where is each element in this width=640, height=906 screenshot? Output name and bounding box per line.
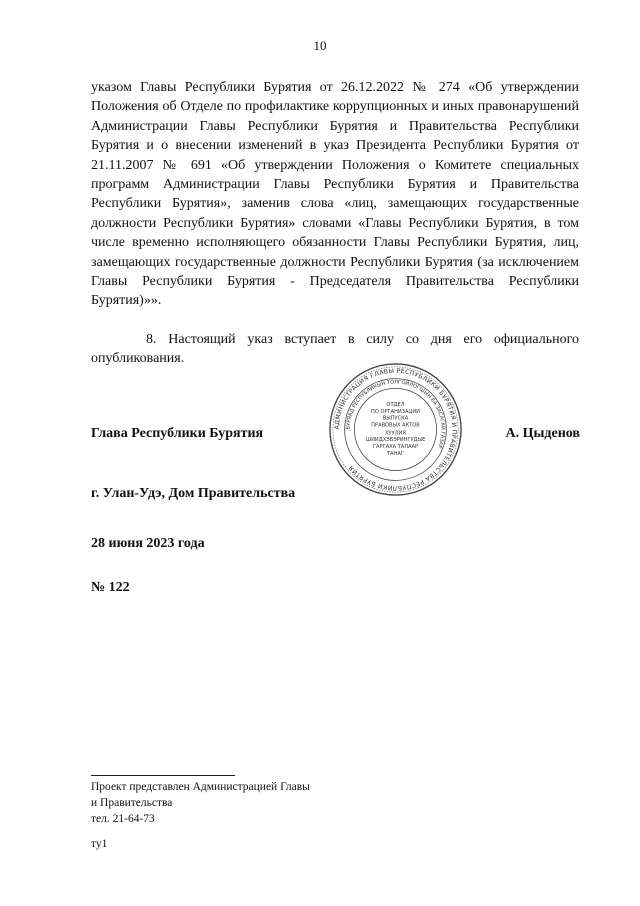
place-of-signing: г. Улан-Удэ, Дом Правительства	[91, 486, 296, 501]
seal-center-line: ВЫПУСКА	[382, 415, 409, 422]
footnote-line: и Правительства	[91, 797, 173, 809]
official-seal	[327, 361, 464, 498]
seal-center-line: ТАНАГ	[387, 450, 404, 457]
footnote-line: Проект представлен Администрацией Главы	[91, 781, 310, 793]
footnote	[91, 779, 310, 827]
body-paragraph: указом Главы Республики Бурятия от 26.12.2022 № 274 «Об утверждении Положения об Отделе по профилактике коррупционных и иных правонарушений Администрации Главы Республики Бурятия и Правительства Республики Бурятия и о внесении изменений в указ Президента Республики Бурятия от 21.11.2007 № 691 «Об утверждении Положения о Комитете специальных программ Администрации Главы Республики Бурятия и Правительства Республики Бурятия», заменив слова «лиц, замещающих государственные должности Республики Бурятия» словами «Главы Республики Бурятия, в том числе временно исполняющего обязанности Главы Республики Бурятия, лиц, замещающих государственные должности Республики Бурятия (за исключением Главы Республики Бурятия - Председателя Правительства Республики Бурятия)»».	[91, 80, 579, 309]
decree-date: 28 июня 2023 года	[91, 536, 205, 551]
signatory-name: А. Цыденов	[505, 426, 580, 441]
seal-inner-text: БУРЯАД РЕСПУБЛИКЫН ТОЛГОЙЛОГШЫН БА ЗАСАГАЙ ГАЗАР	[345, 379, 446, 449]
footnote-divider	[91, 775, 235, 776]
decree-number: № 122	[91, 580, 130, 595]
signatory-title: Глава Республики Бурятия	[91, 426, 264, 441]
document-code: ту1	[91, 838, 108, 850]
page-number: 10	[313, 38, 327, 53]
footnote-line: тел. 21-64-73	[91, 813, 155, 825]
seal-center-line: ГАРГАХА ТАЛААР	[372, 444, 419, 451]
seal-outer-text: АДМИНИСТРАЦИЯ ГЛАВЫ РЕСПУБЛИКИ БУРЯТИЯ И ПРАВИТЕЛЬСТВА РЕСПУБЛИКИ БУРЯТИЯ	[333, 367, 458, 492]
seal-center-line: ПО ОРГАНИЗАЦИИ	[371, 408, 420, 415]
paragraph-8: 8. Настоящий указ вступает в силу со дня его официального опубликования.	[91, 331, 579, 367]
document-body	[91, 78, 579, 369]
seal-center-line: ХУУЛИЯ	[385, 430, 406, 437]
seal-center-line: ШИИДХЭБЭРИНГУДЫЕ	[365, 437, 426, 444]
seal-center-line: ПРАВОВЫХ АКТОВ	[371, 422, 420, 429]
seal-center-line: ОТДЕЛ	[386, 402, 405, 409]
